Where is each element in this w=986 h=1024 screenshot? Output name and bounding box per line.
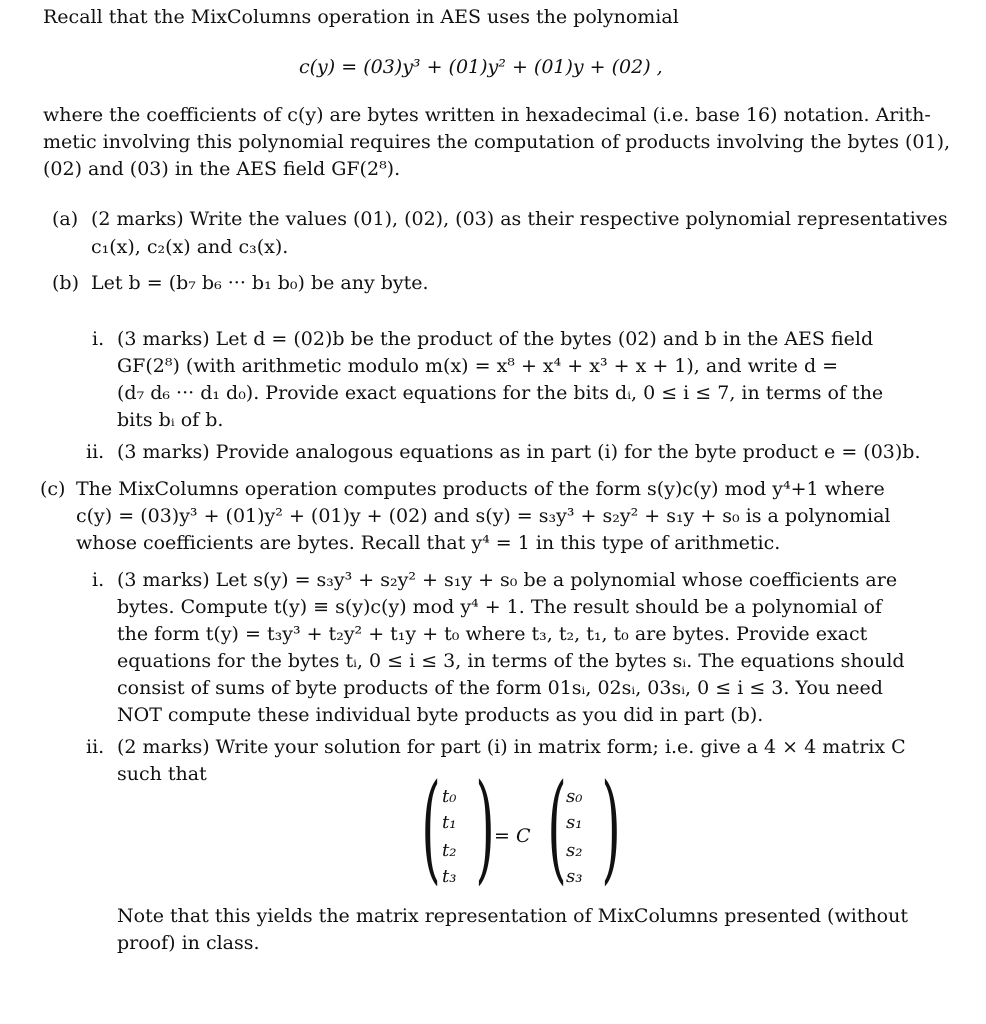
part-c-ii-label: ii. xyxy=(86,736,105,758)
part-c-ii-line-1: (2 marks) Write your solution for part (i) in matrix form; i.e. give a 4 × 4 matrix C xyxy=(117,736,906,758)
part-b-ii-line-1: (3 marks) Provide analogous equations as in part (i) for the byte product e = (03)b. xyxy=(117,441,921,463)
part-b-label: (b) xyxy=(52,272,79,294)
vector-t-entry-2: t₂ xyxy=(442,840,457,861)
part-b-i-line-2: GF(2⁸) (with arithmetic modulo m(x) = x⁸ + x⁴ + x³ + x + 1), and write d = xyxy=(117,355,839,377)
left-vector-open-paren: ( xyxy=(421,758,441,896)
part-c-label: (c) xyxy=(40,478,66,500)
part-c-i-line-3: the form t(y) = t₃y³ + t₂y² + t₁y + t₀ where t₃, t₂, t₁, t₀ are bytes. Provide exact xyxy=(117,623,868,645)
equals-c: = C xyxy=(494,825,531,847)
part-b-i-line-1: (3 marks) Let d = (02)b be the product of the bytes (02) and b in the AES field xyxy=(117,328,874,350)
part-c-i-label: i. xyxy=(92,569,105,591)
part-a-line-2: c₁(x), c₂(x) and c₃(x). xyxy=(91,236,289,258)
intro-line-4: (02) and (03) in the AES field GF(2⁸). xyxy=(43,158,401,180)
vector-t-entry-0: t₀ xyxy=(442,786,457,807)
part-b-line-1: Let b = (b₇ b₆ ··· b₁ b₀) be any byte. xyxy=(91,272,429,294)
part-c-i-line-2: bytes. Compute t(y) ≡ s(y)c(y) mod y⁴ + 1. The result should be a polynomial of xyxy=(117,596,882,618)
intro-line-1: Recall that the MixColumns operation in AES uses the polynomial xyxy=(43,6,679,28)
part-c-ii-line-2: such that xyxy=(117,763,207,785)
part-c-line-3: whose coefficients are bytes. Recall that y⁴ = 1 in this type of arithmetic. xyxy=(76,532,781,554)
vector-s-entry-1: s₁ xyxy=(566,812,583,833)
right-vector-close-paren: ) xyxy=(601,758,621,896)
part-a-line-1: (2 marks) Write the values (01), (02), (03) as their respective polynomial representatives xyxy=(91,208,948,230)
part-b-i-line-4: bits bᵢ of b. xyxy=(117,409,224,431)
part-c-i-line-5: consist of sums of byte products of the form 01sᵢ, 02sᵢ, 03sᵢ, 0 ≤ i ≤ 3. You need xyxy=(117,677,883,699)
part-c-i-line-1: (3 marks) Let s(y) = s₃y³ + s₂y² + s₁y + s₀ be a polynomial whose coefficients are xyxy=(117,569,898,591)
part-a-label: (a) xyxy=(52,208,79,230)
intro-line-3: metic involving this polynomial requires the computation of products involving the bytes (01), xyxy=(43,131,951,153)
part-b-ii-label: ii. xyxy=(86,441,105,463)
part-c-i-line-4: equations for the bytes tᵢ, 0 ≤ i ≤ 3, in terms of the bytes sᵢ. The equations should xyxy=(117,650,905,672)
part-c-line-1: The MixColumns operation computes products of the form s(y)c(y) mod y⁴+1 where xyxy=(76,478,885,500)
part-c-line-2: c(y) = (03)y³ + (01)y² + (01)y + (02) and s(y) = s₃y³ + s₂y² + s₁y + s₀ is a polynomial xyxy=(76,505,891,527)
intro-line-2: where the coefficients of c(y) are bytes written in hexadecimal (i.e. base 16) notation. Arith- xyxy=(43,104,931,126)
note-line-2: proof) in class. xyxy=(117,932,260,954)
part-b-i-line-3: (d₇ d₆ ··· d₁ d₀). Provide exact equations for the bits dᵢ, 0 ≤ i ≤ 7, in terms of the xyxy=(117,382,884,404)
right-vector-open-paren: ( xyxy=(547,758,567,896)
vector-s-entry-0: s₀ xyxy=(566,786,583,807)
intro-equation: c(y) = (03)y³ + (01)y² + (01)y + (02) , xyxy=(299,56,663,78)
part-c-i-line-6: NOT compute these individual byte products as you did in part (b). xyxy=(117,704,764,726)
note-line-1: Note that this yields the matrix representation of MixColumns presented (without xyxy=(117,905,908,927)
vector-t-entry-3: t₃ xyxy=(442,866,457,887)
part-b-i-label: i. xyxy=(92,328,105,350)
left-vector-close-paren: ) xyxy=(475,758,495,896)
vector-t-entry-1: t₁ xyxy=(442,812,457,833)
vector-s-entry-3: s₃ xyxy=(566,866,583,887)
vector-s-entry-2: s₂ xyxy=(566,840,583,861)
